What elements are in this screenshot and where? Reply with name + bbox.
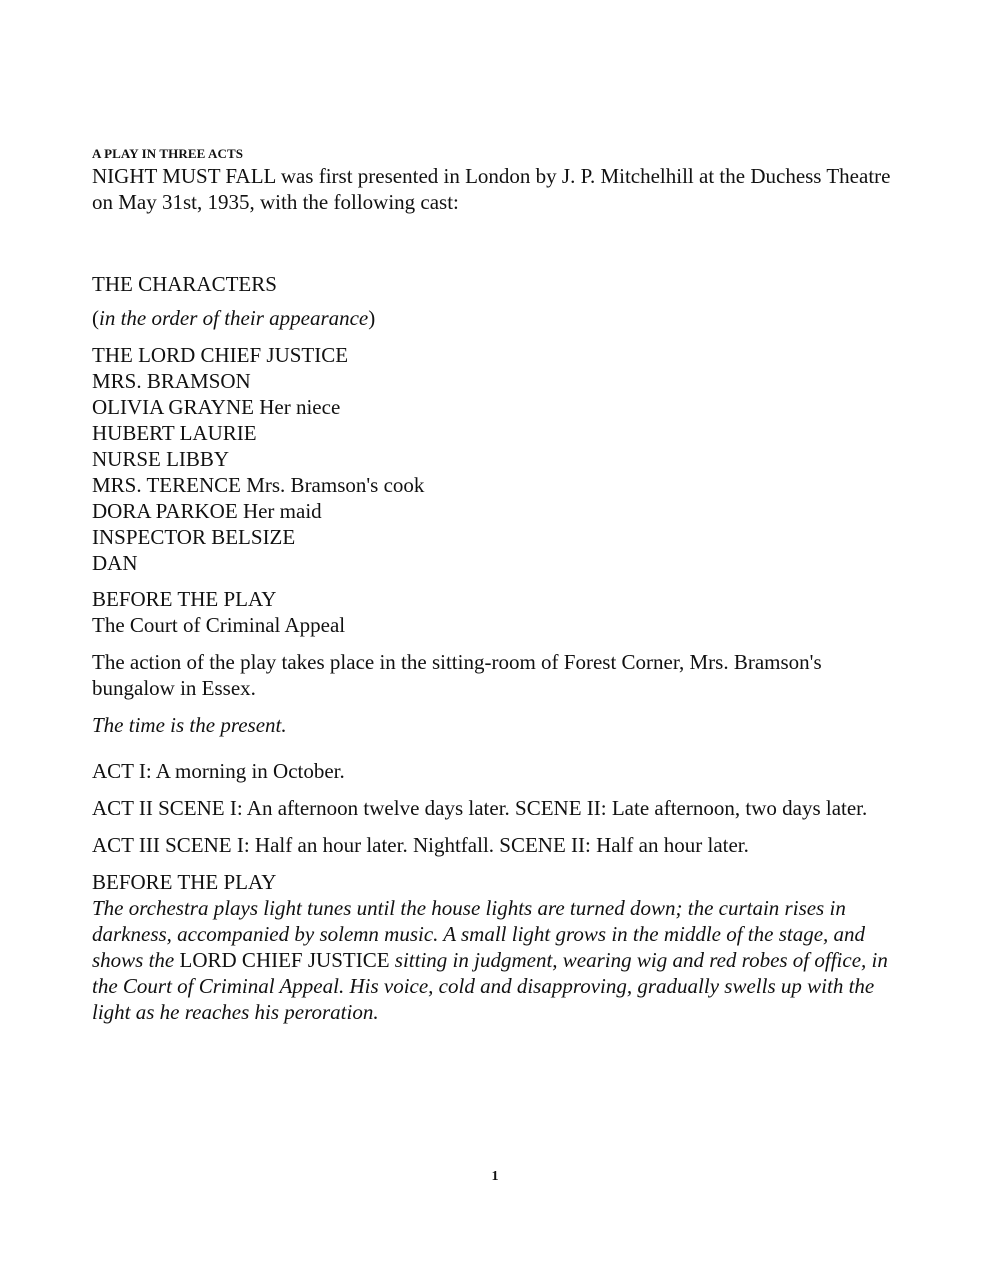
spacer bbox=[92, 215, 892, 271]
character-item: MRS. BRAMSON bbox=[92, 369, 251, 393]
character-item: INSPECTOR BELSIZE bbox=[92, 525, 296, 549]
play-subtitle: A PLAY IN THREE ACTS bbox=[92, 146, 244, 161]
document-page bbox=[92, 145, 892, 1025]
character-item: DORA PARKOE Her maid bbox=[92, 499, 322, 523]
character-item: NURSE LIBBY bbox=[92, 447, 230, 471]
character-item: MRS. TERENCE Mrs. Bramson's cook bbox=[92, 473, 425, 497]
act-two: ACT II SCENE I: An afternoon twelve days later. SCENE II: Late afternoon, two days later. bbox=[92, 796, 868, 820]
characters-heading: THE CHARACTERS bbox=[92, 272, 277, 296]
time-line: The time is the present. bbox=[92, 713, 287, 737]
act-one: ACT I: A morning in October. bbox=[92, 759, 345, 783]
characters-order-note: (in the order of their appearance) bbox=[92, 306, 376, 330]
character-item: THE LORD CHIEF JUSTICE bbox=[92, 343, 349, 367]
stage-direction: The orchestra plays light tunes until the house lights are turned down; the curtain rises in darkness, accompanied by solemn music. A small light grows in the middle of the stage, and shows the LORD CHIEF JUSTICE sitting in judgment, wearing wig and red robes of office, in the Court of Criminal Appeal. His voice, cold and disapproving, gradually swells up with the light as he reaches his peroration. bbox=[92, 896, 888, 1024]
character-item: OLIVIA GRAYNE Her niece bbox=[92, 395, 341, 419]
act-three: ACT III SCENE I: Half an hour later. Nightfall. SCENE II: Half an hour later. bbox=[92, 833, 749, 857]
court-line: The Court of Criminal Appeal bbox=[92, 613, 346, 637]
setting-paragraph: The action of the play takes place in the sitting-room of Forest Corner, Mrs. Bramson's bungalow in Essex. bbox=[92, 650, 822, 700]
character-list bbox=[92, 342, 892, 576]
character-item: DAN bbox=[92, 551, 138, 575]
character-item: HUBERT LAURIE bbox=[92, 421, 257, 445]
before-play-heading-2: BEFORE THE PLAY bbox=[92, 870, 277, 894]
intro-paragraph: NIGHT MUST FALL was first presented in London by J. P. Mitchelhill at the Duchess Theatre on May 31st, 1935, with the following cast: bbox=[92, 164, 891, 214]
before-play-heading: BEFORE THE PLAY bbox=[92, 587, 277, 611]
page-number: 1 bbox=[491, 1169, 499, 1184]
